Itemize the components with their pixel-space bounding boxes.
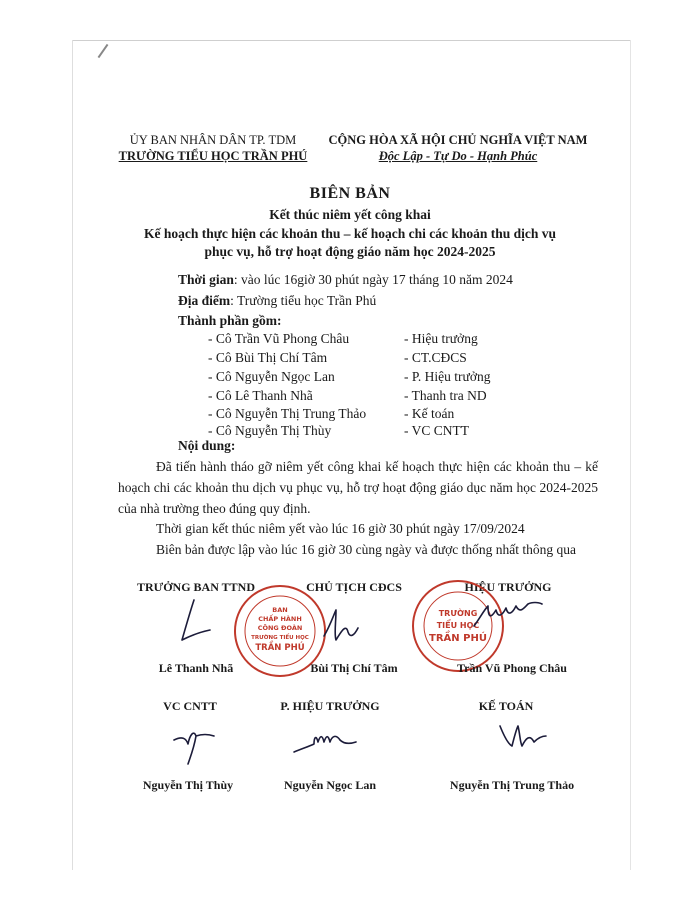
document-subtitle: Kết thúc niêm yết công khai (269, 207, 431, 222)
school-stamp-line: TRƯỜNG (438, 609, 478, 618)
union-stamp-line: CHẤP HÀNH (258, 615, 302, 623)
time-label: Thời gian (178, 272, 234, 287)
member-role: - P. Hiệu trưởng (404, 369, 491, 384)
scan-mark (98, 44, 109, 58)
closing-line: Biên bản được lập vào lúc 16 giờ 30 cùng ngày và được thống nhất thông qua (156, 542, 576, 557)
member-name: - Cô Nguyễn Thị Trung Thảo (208, 406, 367, 421)
member-name: - Cô Lê Thanh Nhã (208, 388, 313, 403)
sig-name-cntt: Nguyễn Thị Thùy (142, 778, 234, 792)
member-role: - Kế toán (404, 406, 455, 421)
header-left (118, 132, 308, 164)
member-role: - CT.CĐCS (404, 350, 467, 365)
union-stamp-line: BAN (272, 606, 288, 614)
scan-edge-top (72, 40, 630, 41)
place-row (178, 293, 376, 309)
document-subject-line1: Kế hoạch thực hiện các khoản thu – kế hoạch chi các khoản thu dịch vụ (143, 226, 557, 241)
header-left-school: TRƯỜNG TIỂU HỌC TRẦN PHÚ (118, 149, 308, 163)
time-row (178, 272, 513, 288)
member-name: - Cô Nguyễn Ngọc Lan (208, 369, 335, 384)
sig-name-principal: Trần Vũ Phong Châu (457, 661, 567, 675)
header-right-motto: Độc Lập - Tự Do - Hạnh Phúc (378, 149, 538, 163)
school-stamp-line: TIỂU HỌC (436, 621, 480, 630)
union-stamp-line: TRẦN PHÚ (255, 643, 305, 653)
scan-edge-left (72, 40, 73, 870)
signature-cntt (168, 720, 218, 768)
sig-name-ttnd: Lê Thanh Nhã (158, 661, 234, 675)
member-name: - Cô Nguyễn Thị Thùy (208, 423, 332, 438)
header-left-authority: ỦY BAN NHÂN DÂN TP. TDM (129, 133, 297, 147)
place-label: Địa điểm (178, 293, 231, 308)
content-paragraph: Đã tiến hành tháo gỡ niêm yết công khai kế hoạch thực hiện các khoản thu – kế hoạch chi các khoản thu dịch vụ phục vụ, hỗ trợ hoạt động giáo dục năm học 2024-2025 của nhà trường theo đúng quy định. (118, 459, 598, 516)
signature-ttnd (160, 596, 220, 648)
signature-accountant (494, 716, 550, 756)
sig-title-cntt: VC CNTT (163, 699, 217, 713)
sig-title-ttnd: TRƯỞNG BAN TTND (136, 580, 255, 594)
sig-title-cdcs: CHỦ TỊCH CĐCS (306, 580, 402, 594)
sig-name-accountant: Nguyễn Thị Trung Thảo (449, 778, 575, 792)
document-title: BIÊN BẢN (309, 185, 391, 202)
sig-name-vice: Nguyễn Ngọc Lan (283, 778, 376, 792)
sig-title-accountant: KẾ TOÁN (478, 699, 534, 713)
document-subject (100, 225, 600, 261)
header-right-nation: CỘNG HÒA XÃ HỘI CHỦ NGHĨA VIỆT NAM (328, 133, 588, 147)
member-role: - VC CNTT (404, 423, 470, 438)
header-right (326, 132, 590, 164)
scan-edge-right (630, 40, 631, 870)
content-label: Nội dung: (178, 438, 236, 453)
union-stamp-line: TRƯỜNG TIỂU HỌC (251, 635, 309, 641)
member-name: - Cô Trần Vũ Phong Châu (208, 331, 350, 346)
member-name: - Cô Bùi Thị Chí Tâm (208, 350, 328, 365)
sig-title-principal: HIỆU TRƯỞNG (464, 580, 552, 594)
document-subject-line2: phục vụ, hỗ trợ hoạt động giáo năm học 2024-2025 (204, 244, 496, 259)
time-value: : vào lúc 16giờ 30 phút ngày 17 tháng 10 năm 2024 (233, 272, 513, 287)
member-role: - Hiệu trưởng (404, 331, 478, 346)
signature-cdcs (318, 606, 368, 648)
school-stamp-line: TRẦN PHÚ (429, 633, 487, 644)
member-role: - Thanh tra ND (404, 388, 487, 403)
signature-principal (470, 596, 550, 640)
union-stamp-line: CÔNG ĐOÀN (257, 624, 303, 632)
signature-vice (290, 724, 360, 764)
end-time-line: Thời gian kết thúc niêm yết vào lúc 16 giờ 30 phút ngày 17/09/2024 (156, 521, 525, 536)
place-value: : Trường tiểu học Trần Phú (230, 293, 377, 308)
members-label: Thành phần gồm: (178, 313, 282, 328)
sig-title-vice: P. HIỆU TRƯỞNG (280, 699, 380, 713)
sig-name-cdcs: Bùi Thị Chí Tâm (310, 661, 398, 675)
